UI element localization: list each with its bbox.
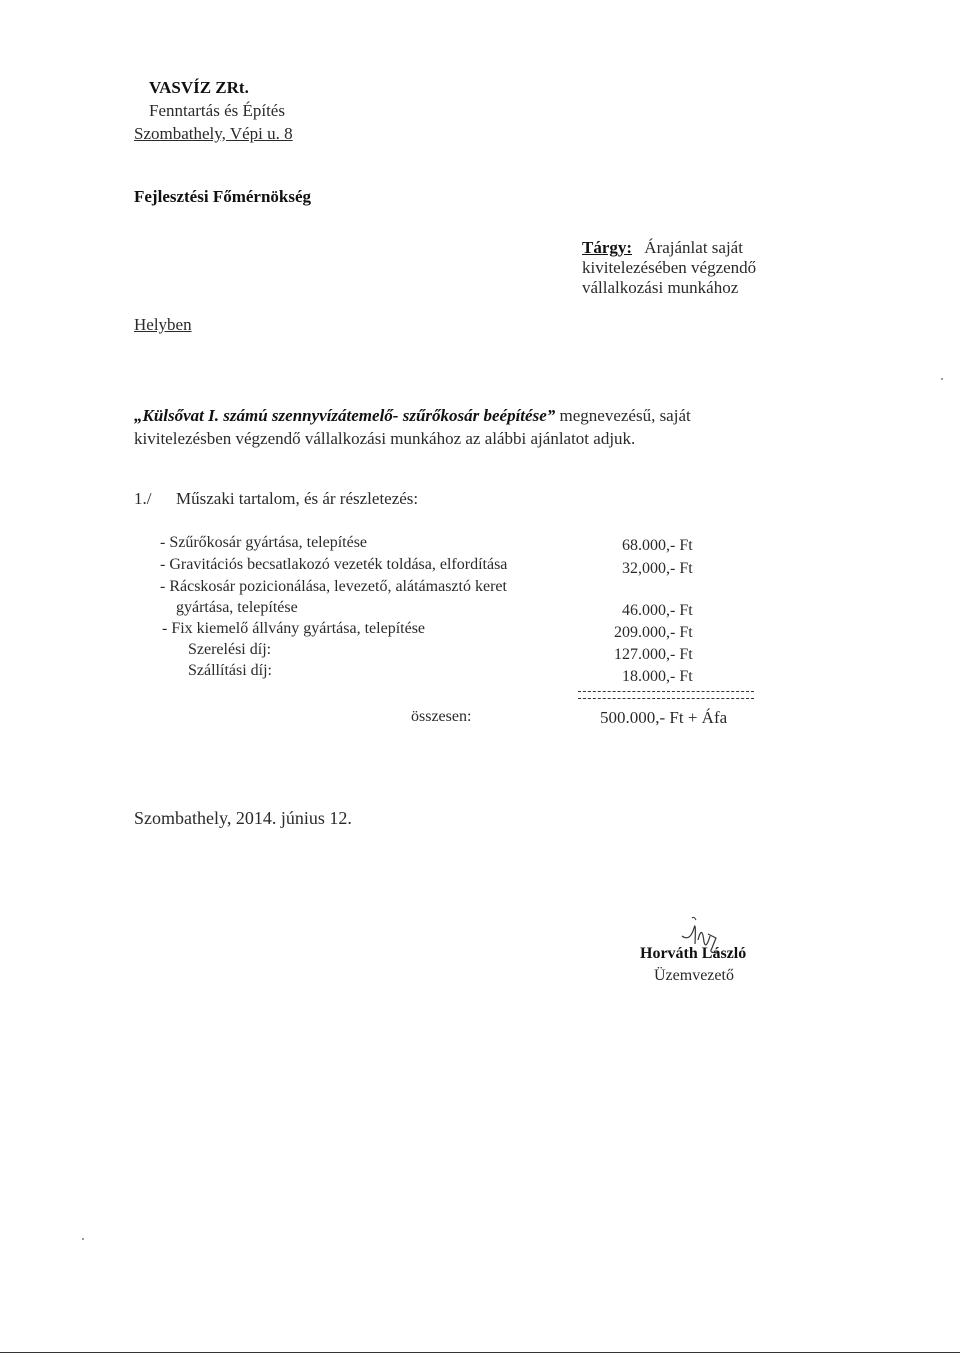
subject-line-2: kivitelezésében végzendő [582,258,757,277]
item-label-6: Szállítási díj: [188,662,272,679]
item-label-5: Szerelési díj: [188,641,272,658]
item-label-4: - Fix kiemelő állvány gyártása, telepítése [162,620,426,637]
total-label: összesen: [411,708,472,725]
subject-label: Tárgy: [582,238,633,257]
unit-name: Fejlesztési Főmérnökség [134,187,312,206]
scan-speck [941,378,943,380]
recipient: Helyben [134,315,192,334]
item-amount-2: 32,000,- Ft [622,560,693,577]
item-amount-3: 46.000,- Ft [622,602,693,619]
intro-line-1 [134,406,691,426]
item-amount-5: 127.000,- Ft [614,646,693,663]
company-name: VASVÍZ ZRt. [149,78,249,97]
scan-speck [82,1238,84,1240]
total-amount: 500.000,- Ft + Áfa [600,708,728,727]
item-amount-1: 68.000,- Ft [622,537,693,554]
item-amount-6: 18.000,- Ft [622,668,693,685]
place-date: Szombathely, 2014. június 12. [134,808,352,828]
item-label-2: - Gravitációs becsatlakozó vezeték toldása, elfordítása [160,556,508,573]
item-amount-4: 209.000,- Ft [614,624,693,641]
item-label-3b: gyártása, telepítése [176,599,298,616]
signatory-title: Üzemvezető [654,967,734,984]
subject-text-1: Árajánlat saját [644,238,743,257]
subject-line-1 [582,238,743,258]
project-title: „Külsővat I. számú szennyvízátemelő- szűrőkosár beépítése” [134,406,556,425]
item-label-1: - Szűrőkosár gyártása, telepítése [160,534,368,551]
section-title: Műszaki tartalom, és ár részletezés: [176,489,419,508]
sender-address: Szombathely, Vépi u. 8 [134,124,293,143]
department-name: Fenntartás és Építés [149,101,285,120]
signatory-name: Horváth László [640,945,747,962]
intro-text-1: megnevezésű, saját [555,406,691,425]
intro-line-2: kivitelezésben végzendő vállalkozási munkához az alábbi ajánlatot adjuk. [134,429,636,448]
subject-line-3: vállalkozási munkához [582,278,739,297]
sum-divider [578,691,754,699]
page-bottom-edge [0,1352,960,1353]
section-number: 1./ [134,489,152,508]
item-label-3: - Rácskosár pozicionálása, levezető, alátámasztó keret [160,578,507,595]
